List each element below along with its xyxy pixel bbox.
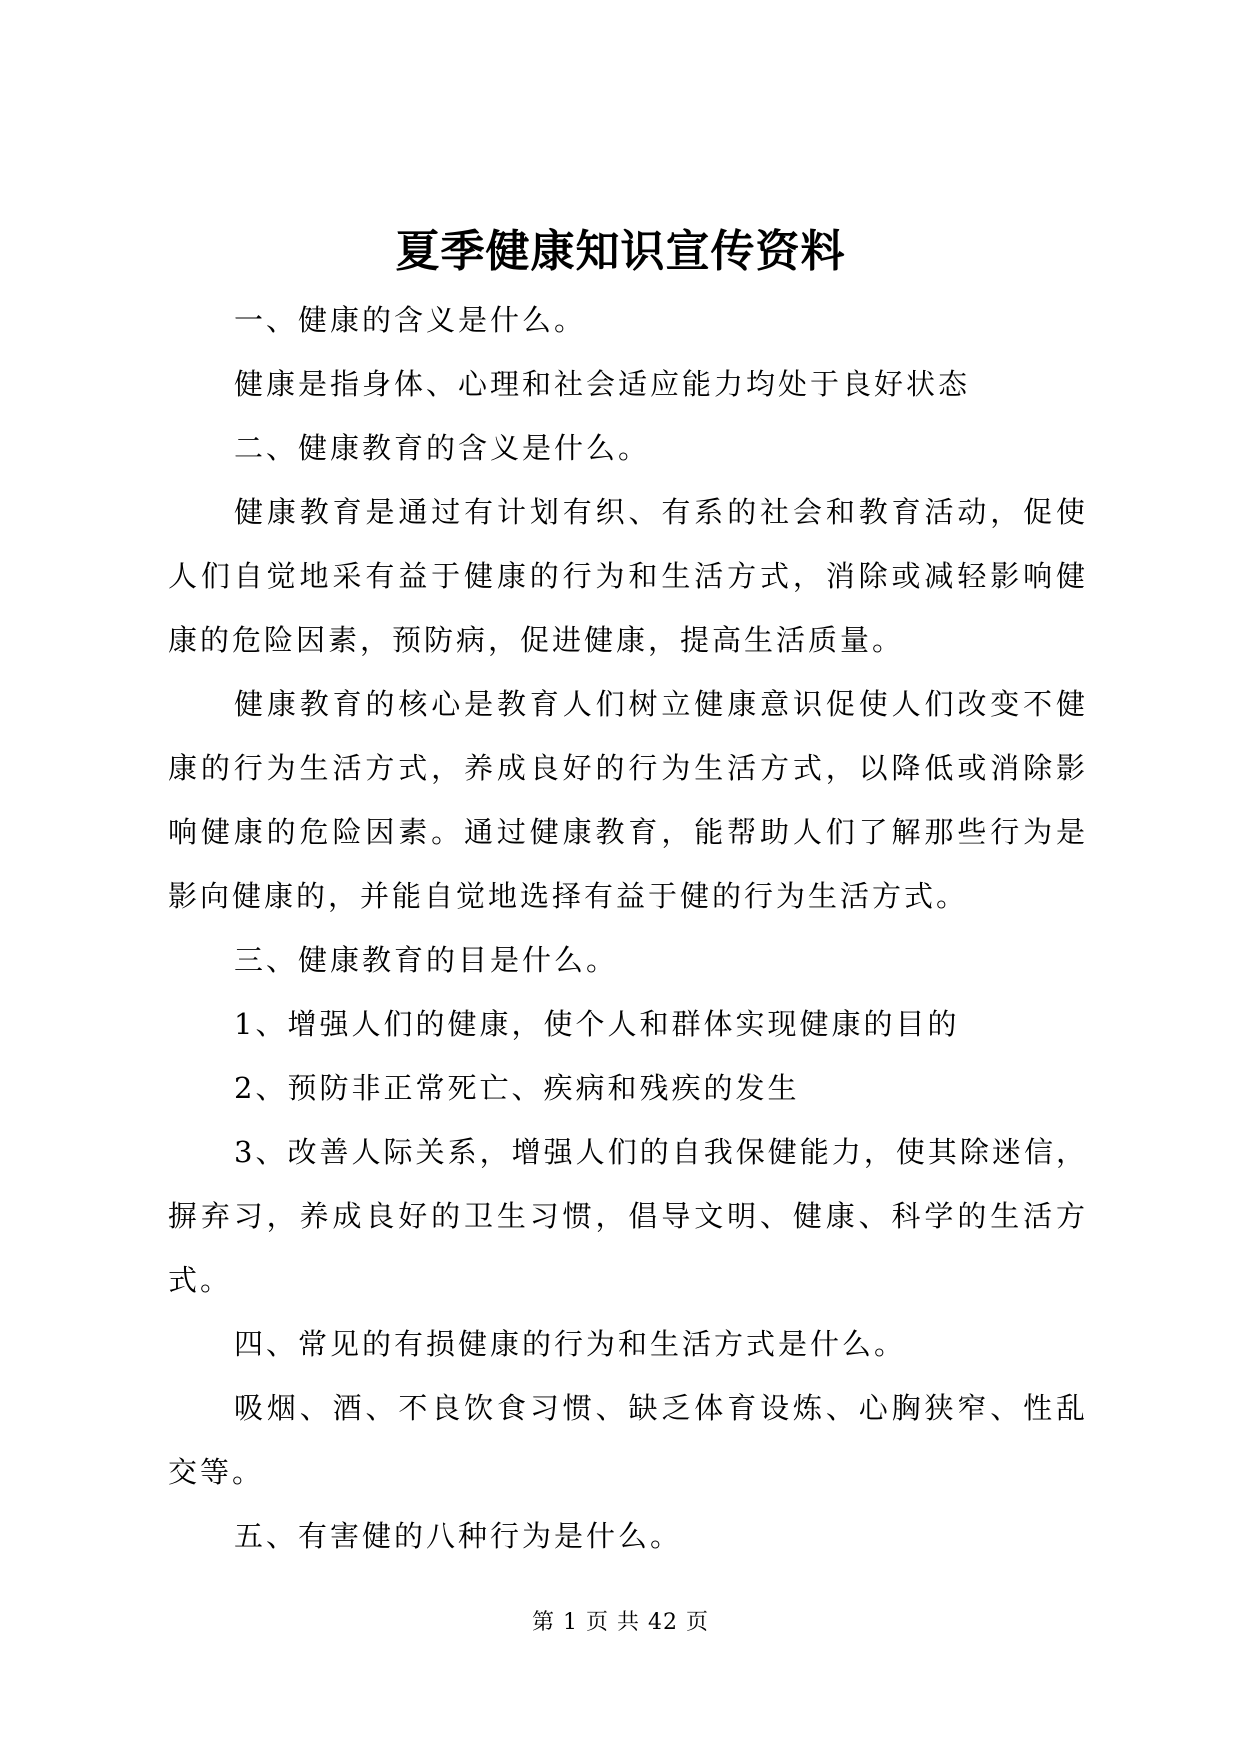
heading-4: 四、常见的有损健康的行为和生活方式是什么。: [234, 1327, 907, 1361]
list-item: 2、预防非正常死亡、疾病和残疾的发生: [234, 1071, 800, 1105]
paragraph: 健康是指身体、心理和社会适应能力均处于良好状态: [234, 367, 971, 401]
document-title: 夏季健康知识宣传资料: [395, 226, 846, 277]
list-item: 1、增强人们的健康，使个人和群体实现健康的目的: [234, 1007, 960, 1041]
heading-2: 二、健康教育的含义是什么。: [234, 431, 651, 465]
list-item: 3、改善人际关系，增强人们的自我保健能力，使其除迷信，摒弃习，养成良好的卫生习惯，倡导文明、健康、科学的生活方式。: [168, 1135, 1088, 1297]
paragraph: 健康教育的核心是教育人们树立健康意识促使人们改变不健康的行为生活方式，养成良好的行为生活方式，以降低或消除影响健康的危险因素。通过健康教育，能帮助人们了解那些行为是影向健康的，并能自觉地选择有益于健的行为生活方式。: [168, 687, 1088, 913]
page-footer: 第 1 页 共 42 页: [532, 1610, 709, 1635]
heading-1: 一、健康的含义是什么。: [234, 303, 587, 337]
heading-3: 三、健康教育的目是什么。: [234, 943, 619, 977]
heading-5: 五、有害健的八种行为是什么。: [234, 1519, 683, 1553]
paragraph: 吸烟、酒、不良饮食习惯、缺乏体育设炼、心胸狭窄、性乱交等。: [168, 1391, 1088, 1489]
document-body: [168, 288, 1088, 1568]
paragraph: 健康教育是通过有计划有织、有系的社会和教育活动，促使人们自觉地采有益于健康的行为和生活方式，消除或减轻影响健康的危险因素，预防病，促进健康，提高生活质量。: [168, 495, 1088, 657]
